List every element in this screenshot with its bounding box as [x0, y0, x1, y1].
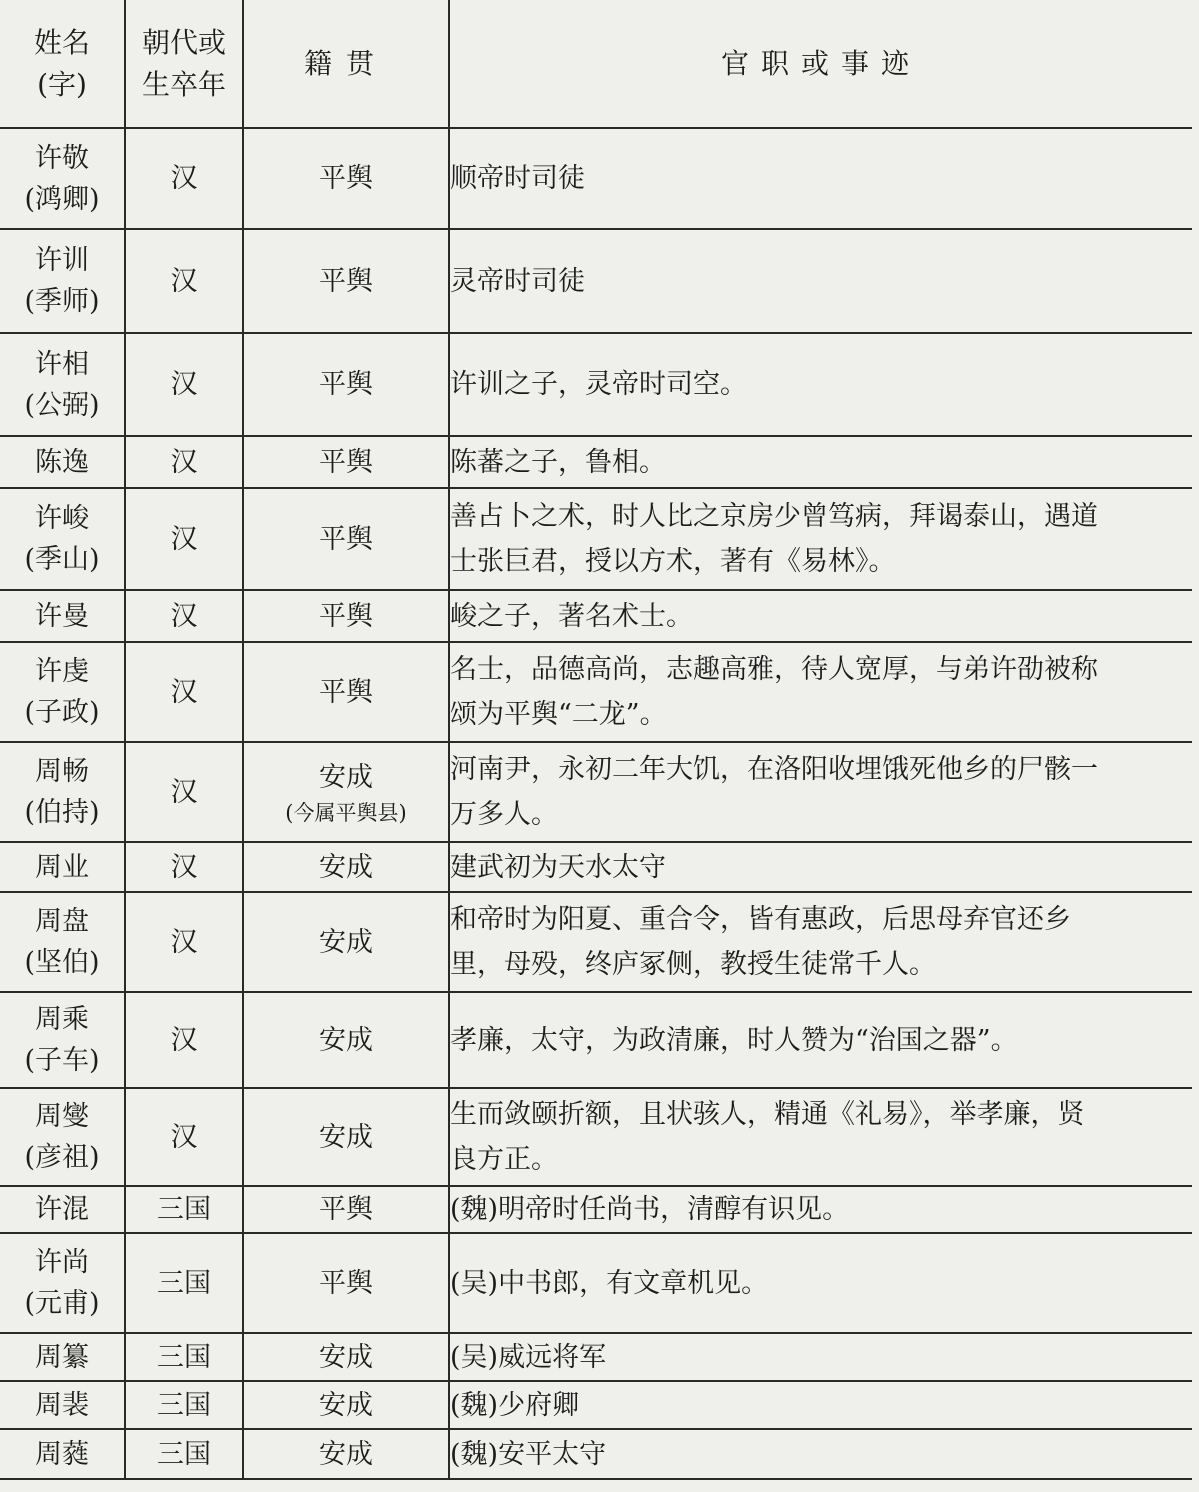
- cell-name: [0, 1088, 125, 1186]
- detail-line: 良方正。: [450, 1144, 558, 1175]
- header-name-line-2: (字): [37, 67, 87, 101]
- table-row: [0, 742, 1192, 842]
- cell-dynasty: 汉: [125, 742, 243, 842]
- person-name: 周盘: [35, 906, 89, 937]
- cell-origin: [243, 436, 449, 488]
- person-name: 周裴: [35, 1389, 89, 1421]
- origin-place: 平舆: [319, 1194, 373, 1225]
- origin-place: 平舆: [319, 676, 373, 708]
- cell-name: [0, 842, 125, 892]
- cell-dynasty: 三国: [125, 1381, 243, 1429]
- detail-line: (吴)威远将军: [450, 1341, 607, 1373]
- cell-name: [0, 992, 125, 1088]
- courtesy-name: (季师): [24, 286, 100, 317]
- cell-name: [0, 436, 125, 488]
- table-row: [0, 1233, 1192, 1333]
- detail-line: 生而敛颐折额，且状骇人，精通《礼易》，举孝廉，贤: [450, 1099, 1085, 1130]
- detail-line: 善占卜之术，时人比之京房少曾笃病，拜谒泰山，遇道: [450, 501, 1098, 532]
- detail-line: 建武初为天水太守: [450, 851, 666, 883]
- cell-origin: [243, 1088, 449, 1186]
- table-row: [0, 229, 1192, 333]
- courtesy-name: (子政): [24, 697, 100, 728]
- cell-dynasty: 汉: [125, 1088, 243, 1186]
- cell-detail: [449, 742, 1192, 842]
- person-name: 许曼: [35, 600, 89, 632]
- detail-line: 灵帝时司徒: [450, 265, 585, 297]
- courtesy-name: (公弼): [24, 389, 100, 421]
- table-row: [0, 128, 1192, 229]
- table-row: [0, 488, 1192, 590]
- origin-place: 安成: [319, 1024, 373, 1056]
- detail-line: (吴)中书郎，有文章机见。: [450, 1267, 769, 1299]
- cell-name: [0, 229, 125, 333]
- header-name-line-1: 姓名: [33, 25, 90, 59]
- origin-place: 平舆: [319, 1267, 373, 1299]
- origin-place: 安成: [319, 1389, 373, 1421]
- cell-detail: [449, 992, 1192, 1088]
- person-name: 周乘: [35, 1004, 89, 1035]
- table-row: [0, 892, 1192, 992]
- table-row: [0, 1333, 1192, 1381]
- cell-name: [0, 333, 125, 436]
- cell-detail: [449, 488, 1192, 590]
- detail-line: 顺帝时司徒: [450, 163, 585, 194]
- cell-dynasty: 汉: [125, 590, 243, 642]
- cell-name: [0, 1186, 125, 1233]
- header-dynasty-line-2: 生卒年: [141, 67, 226, 101]
- cell-dynasty: 三国: [125, 1233, 243, 1333]
- cell-name: [0, 488, 125, 590]
- table-row: [0, 590, 1192, 642]
- detail-line: 万多人。: [450, 799, 558, 830]
- cell-origin: [243, 742, 449, 842]
- cell-name: [0, 642, 125, 742]
- courtesy-name: (鸿卿): [24, 183, 100, 215]
- cell-dynasty: 三国: [125, 1186, 243, 1233]
- table-row: [0, 1186, 1192, 1233]
- detail-line: 河南尹，永初二年大饥，在洛阳收埋饿死他乡的尸骸一: [450, 754, 1098, 785]
- header-name: [0, 0, 125, 128]
- detail-line: 峻之子，著名术士。: [450, 600, 693, 632]
- detail-line: 颂为平舆“二龙”。: [450, 699, 667, 730]
- origin-place: 平舆: [319, 265, 373, 297]
- origin-place: 平舆: [319, 369, 373, 400]
- cell-dynasty: 汉: [125, 992, 243, 1088]
- cell-origin: [243, 229, 449, 333]
- origin-place: 平舆: [319, 446, 373, 478]
- cell-detail: [449, 229, 1192, 333]
- table-row: [0, 992, 1192, 1088]
- cell-dynasty: 汉: [125, 842, 243, 892]
- detail-line: 许训之子，灵帝时司空。: [450, 369, 747, 400]
- cell-origin: [243, 992, 449, 1088]
- table-row: [0, 436, 1192, 488]
- person-name: 许混: [35, 1194, 89, 1225]
- cell-name: [0, 128, 125, 229]
- courtesy-name: (元甫): [24, 1288, 100, 1319]
- person-name: 陈逸: [35, 446, 89, 478]
- origin-place: 平舆: [319, 163, 373, 194]
- courtesy-name: (伯持): [24, 797, 100, 828]
- courtesy-name: (彦祖): [24, 1142, 100, 1173]
- detail-line: 士张巨君，授以方术，著有《易林》。: [450, 546, 896, 577]
- cell-name: [0, 1381, 125, 1429]
- origin-place: 安成: [319, 761, 373, 793]
- courtesy-name: (坚伯): [24, 947, 100, 978]
- person-name: 许敬: [35, 142, 89, 174]
- detail-line: 陈蕃之子，鲁相。: [450, 446, 666, 478]
- table-row: [0, 842, 1192, 892]
- origin-place: 安成: [319, 851, 373, 883]
- person-name: 周燮: [35, 1101, 89, 1132]
- cell-name: [0, 1233, 125, 1333]
- cell-detail: [449, 128, 1192, 229]
- cell-detail: [449, 333, 1192, 436]
- person-name: 许虔: [35, 656, 89, 687]
- person-name: 许训: [35, 245, 89, 276]
- cell-origin: [243, 1333, 449, 1381]
- person-name: 周业: [35, 851, 89, 883]
- table-row: [0, 1088, 1192, 1186]
- cell-detail: [449, 436, 1192, 488]
- origin-note: (今属平舆县): [285, 800, 407, 825]
- cell-detail: [449, 1381, 1192, 1429]
- person-name: 周畅: [35, 756, 89, 787]
- origin-place: 安成: [319, 926, 373, 958]
- courtesy-name: (子车): [24, 1045, 100, 1076]
- header-origin: 籍贯: [243, 0, 449, 128]
- person-name: 周纂: [35, 1341, 89, 1373]
- cell-name: [0, 590, 125, 642]
- table-row: [0, 1381, 1192, 1429]
- cell-origin: [243, 128, 449, 229]
- cell-detail: [449, 892, 1192, 992]
- detail-line: (魏)明帝时任尚书，清醇有识见。: [450, 1194, 850, 1225]
- cell-name: [0, 1333, 125, 1381]
- person-name: 许相: [35, 348, 89, 380]
- table-row: [0, 642, 1192, 742]
- cell-dynasty: 汉: [125, 488, 243, 590]
- cell-origin: [243, 1233, 449, 1333]
- table-body: [0, 128, 1192, 1479]
- cell-detail: [449, 842, 1192, 892]
- cell-name: [0, 892, 125, 992]
- cell-origin: [243, 842, 449, 892]
- cell-origin: [243, 892, 449, 992]
- cell-detail: [449, 1186, 1192, 1233]
- cell-origin: [243, 333, 449, 436]
- header-dynasty: [125, 0, 243, 128]
- origin-place: 安成: [319, 1121, 373, 1153]
- cell-origin: [243, 642, 449, 742]
- cell-detail: [449, 1088, 1192, 1186]
- courtesy-name: (季山): [24, 544, 100, 575]
- cell-dynasty: 三国: [125, 1333, 243, 1381]
- detail-line: 名士，品德高尚，志趣高雅，待人宽厚，与弟许劭被称: [450, 654, 1098, 685]
- cell-dynasty: 三国: [125, 1429, 243, 1479]
- cell-origin: [243, 488, 449, 590]
- cell-dynasty: 汉: [125, 436, 243, 488]
- cell-dynasty: 汉: [125, 642, 243, 742]
- detail-line: 孝廉，太守，为政清廉，时人赞为“治国之器”。: [450, 1024, 1018, 1056]
- table-row: [0, 333, 1192, 436]
- header-row: [0, 0, 1192, 128]
- origin-place: 安成: [319, 1438, 373, 1470]
- cell-dynasty: 汉: [125, 333, 243, 436]
- cell-detail: [449, 1429, 1192, 1479]
- header-detail: 官职或事迹: [449, 0, 1192, 128]
- person-name: 许尚: [35, 1247, 89, 1278]
- cell-origin: [243, 590, 449, 642]
- cell-origin: [243, 1186, 449, 1233]
- cell-name: [0, 1429, 125, 1479]
- cell-origin: [243, 1381, 449, 1429]
- detail-line: 和帝时为阳夏、重合令，皆有惠政，后思母弃官还乡: [450, 904, 1071, 935]
- origin-place: 平舆: [319, 600, 373, 632]
- cell-detail: [449, 1233, 1192, 1333]
- cell-dynasty: 汉: [125, 892, 243, 992]
- origin-place: 平舆: [319, 523, 373, 555]
- cell-name: [0, 742, 125, 842]
- person-name: 周蕤: [35, 1438, 89, 1470]
- header-dynasty-line-1: 朝代或: [141, 25, 226, 59]
- cell-dynasty: 汉: [125, 229, 243, 333]
- detail-line: (魏)少府卿: [450, 1389, 580, 1421]
- cell-detail: [449, 1333, 1192, 1381]
- cell-detail: [449, 642, 1192, 742]
- cell-dynasty: 汉: [125, 128, 243, 229]
- detail-line: 里，母殁，终庐冢侧，教授生徒常千人。: [450, 949, 936, 980]
- cell-detail: [449, 590, 1192, 642]
- person-name: 许峻: [35, 503, 89, 534]
- detail-line: (魏)安平太守: [450, 1438, 607, 1470]
- origin-place: 安成: [319, 1341, 373, 1373]
- cell-origin: [243, 1429, 449, 1479]
- table-row: [0, 1429, 1192, 1479]
